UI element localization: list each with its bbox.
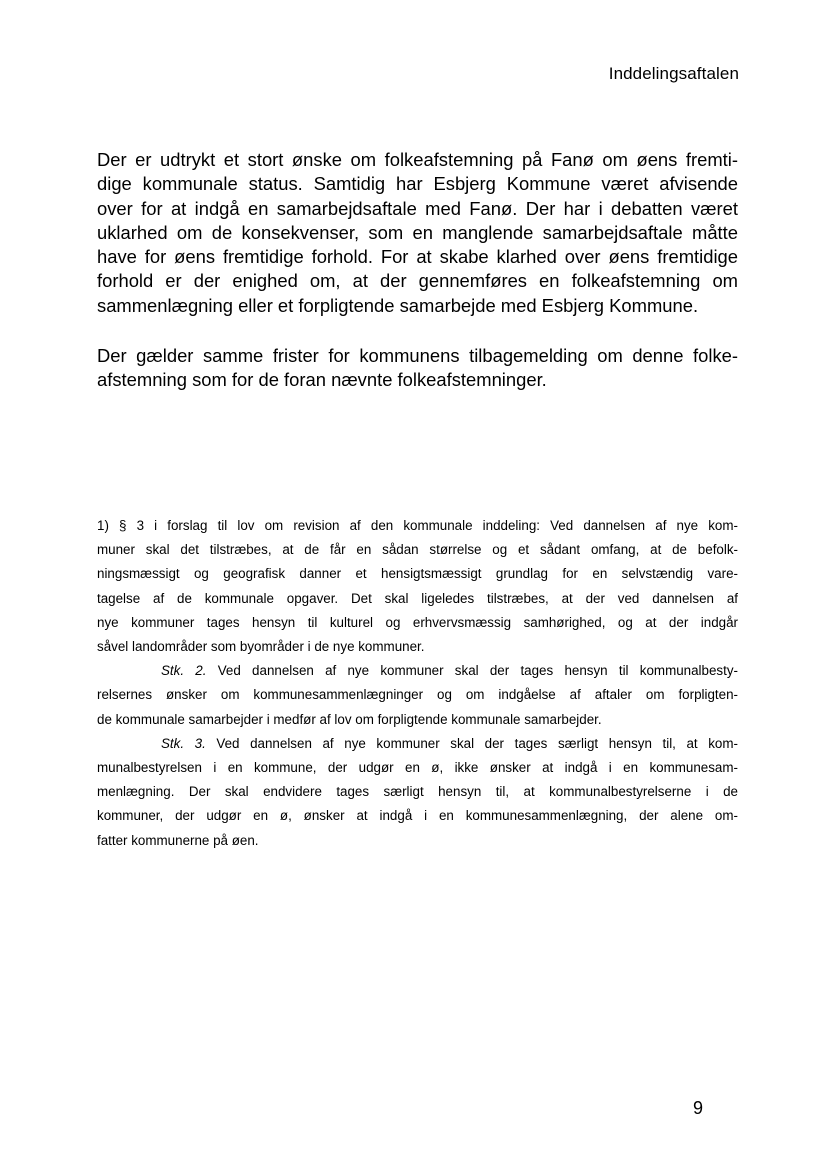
- paragraph-line: forhold er der enighed om, at der gennemføres en folkeafstemning om: [97, 270, 738, 292]
- paragraph-line: have for øens fremtidige forhold. For at skabe klarhed over øens fremtidige: [97, 246, 738, 268]
- paragraph-line: Der er udtrykt et stort ønske om folkeafstemning på Fanø om øens fremti-: [97, 149, 738, 170]
- footnote-line: 1) § 3 i forslag til lov om revision af den kommunale inddeling: Ved dannelsen af nye kom-: [97, 518, 738, 533]
- footnote-line: nye kommuner tages hensyn til kulturel og erhvervsmæssig samhørighed, og at der indgår: [97, 614, 738, 630]
- stk3-label: Stk. 3.: [161, 735, 206, 751]
- footnote-line: de kommunale samarbejder i medfør af lov om forpligtende kommunale samarbejder.: [97, 711, 602, 727]
- footnote-stk2-line: [97, 659, 738, 683]
- paragraph-line: Der gælder samme frister for kommunens tilbagemelding om denne folke-: [97, 345, 738, 366]
- paragraph-line: sammenlægning eller et forpligtende samarbejde med Esbjerg Kommune.: [97, 294, 699, 316]
- page-number: 9: [693, 1098, 704, 1118]
- paragraph-deadlines: [97, 344, 738, 393]
- footnote-line: såvel landområder som byområder i de nye kommuner.: [97, 639, 425, 655]
- footnote-line: fatter kommunerne på øen.: [97, 832, 259, 848]
- footnote: [97, 514, 738, 853]
- footnote-line: ningsmæssigt og geografisk danner et hensigtsmæssigt grundlag for en selvstændig vare-: [97, 566, 738, 582]
- footnote-line: kommuner, der udgør en ø, ønsker at indgå i en kommunesammenlægning, der alene om-: [97, 808, 738, 824]
- footnote-stk3-line: [97, 732, 738, 756]
- footnote-line: munalbestyrelsen i en kommune, der udgør en ø, ikke ønsker at indgå i en kommunesam-: [97, 760, 738, 776]
- footnote-line: tagelse af de kommunale opgaver. Det skal ligeledes tilstræbes, at der ved dannelsen af: [97, 590, 738, 606]
- footnote-line: menlægning. Der skal endvidere tages særligt hensyn til, at kommunalbestyrelserne i de: [97, 784, 738, 800]
- running-header: Inddelingsaftalen: [608, 64, 739, 83]
- paragraph-line: uklarhed om de konsekvenser, som en manglende samarbejdsaftale måtte: [97, 221, 738, 243]
- footnote-line: relsernes ønsker om kommunesammenlægninger og om indgåelse af aftaler om forpligten-: [97, 687, 738, 703]
- stk3-text: Ved dannelsen af nye kommuner skal der tages særligt hensyn til, at kom-: [205, 735, 738, 751]
- paragraph-line: dige kommunale status. Samtidig har Esbjerg Kommune været afvisende: [97, 173, 738, 195]
- footnote-line: muner skal det tilstræbes, at de får en sådan størrelse og et sådant omfang, at de befolk-: [97, 542, 738, 558]
- stk2-label: Stk. 2.: [161, 663, 207, 679]
- paragraph-line: afstemning som for de foran nævnte folkeafstemninger.: [97, 369, 547, 391]
- paragraph-line: over for at indgå en samarbejdsaftale med Fanø. Der har i debatten været: [97, 197, 738, 219]
- stk2-text: Ved dannelsen af nye kommuner skal der tages hensyn til kommunalbesty-: [206, 663, 738, 679]
- paragraph-fanoe-referendum: [97, 148, 738, 318]
